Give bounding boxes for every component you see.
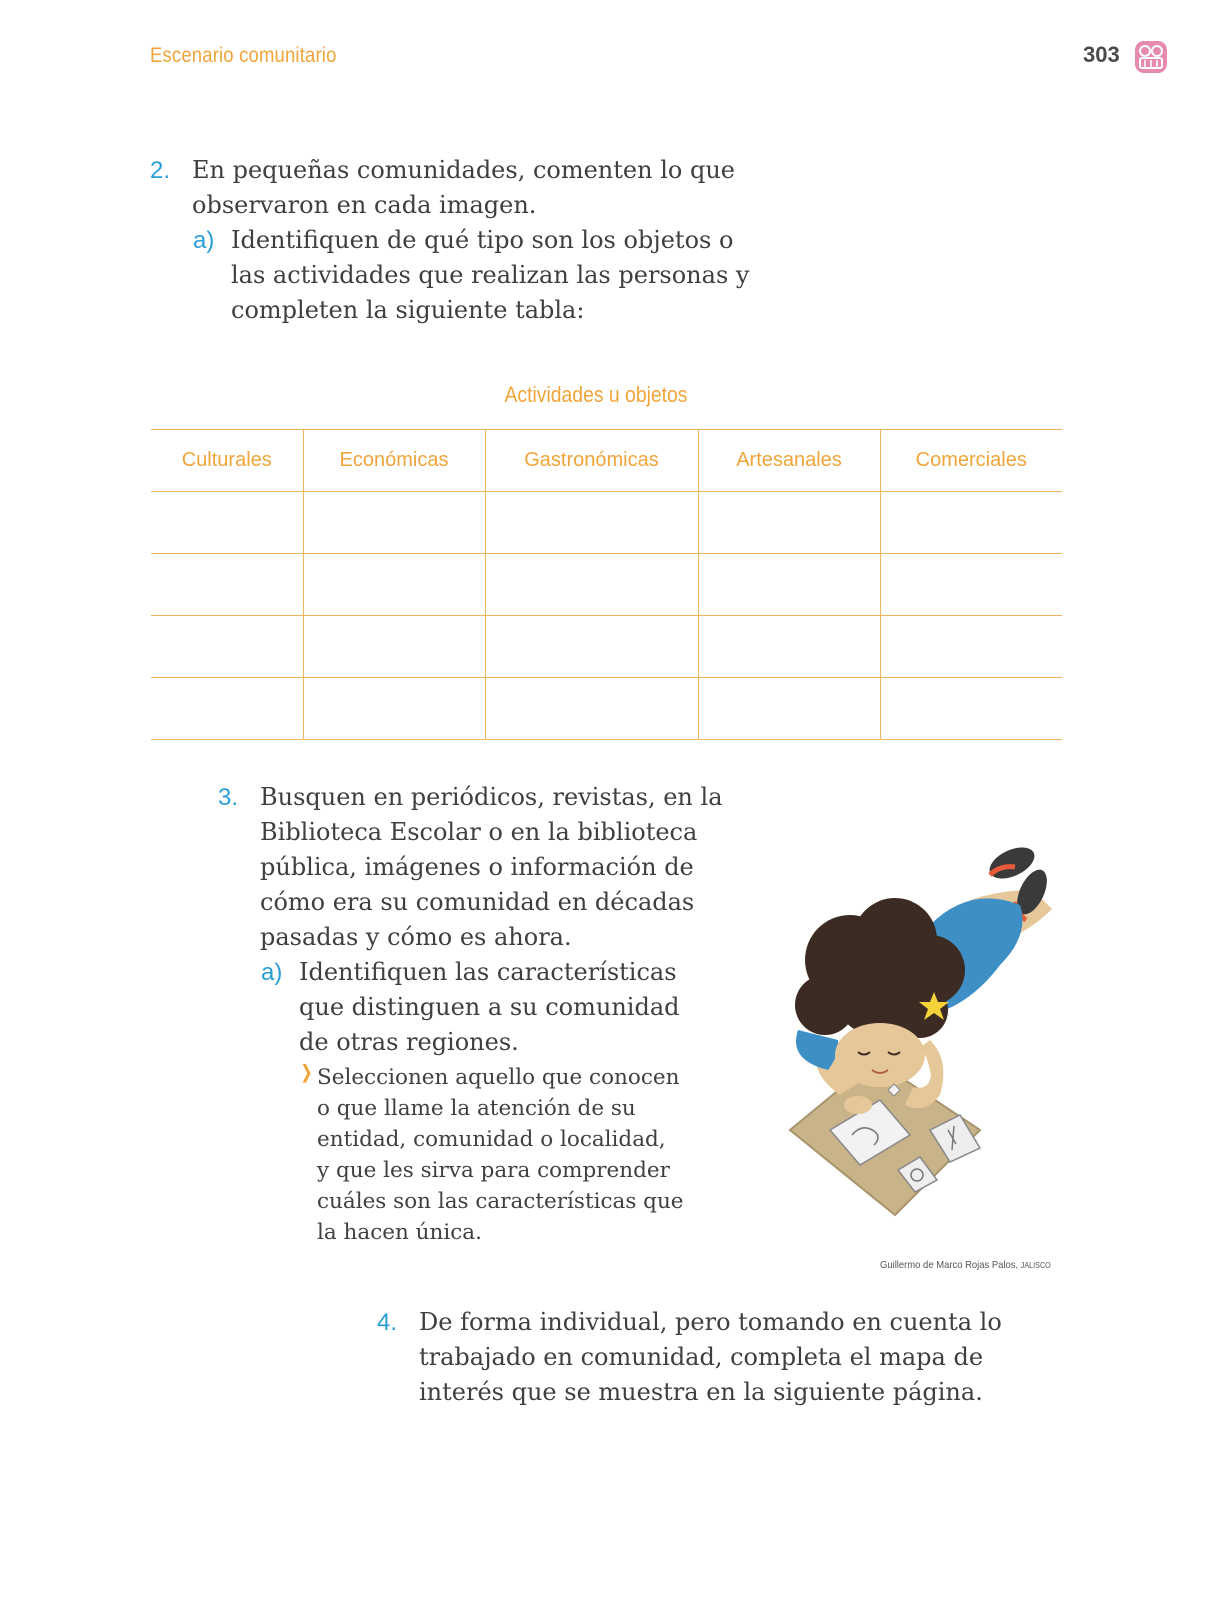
column-header-gastronomicas: Gastronómicas [485, 430, 698, 492]
table-cell[interactable] [485, 554, 698, 616]
table-cell[interactable] [303, 678, 485, 740]
table-cell[interactable] [303, 492, 485, 554]
table-cell[interactable] [698, 678, 880, 740]
column-header-economicas: Económicas [303, 430, 485, 492]
item-text-line: pasadas y cómo es ahora. [260, 923, 572, 951]
item-text-line: En pequeñas comunidades, comenten lo que [192, 156, 735, 184]
bullet-text-line: Seleccionen aquello que conocen [317, 1065, 680, 1090]
bullet-icon: ❭ [299, 1062, 315, 1082]
table-row [151, 492, 1062, 554]
item-text-line: Identifiquen las características [299, 958, 677, 986]
table-cell[interactable] [151, 492, 303, 554]
table-cell[interactable] [698, 554, 880, 616]
item-text-line: trabajado en comunidad, completa el mapa de [419, 1343, 984, 1371]
table-cell[interactable] [698, 492, 880, 554]
table-cell[interactable] [303, 616, 485, 678]
item-4 [377, 1305, 1057, 1410]
item-text-line: cómo era su comunidad en décadas [260, 888, 695, 916]
table-cell[interactable] [880, 678, 1062, 740]
bullet-text-line: entidad, comunidad o localidad, [317, 1127, 666, 1152]
item-3 [218, 780, 778, 1248]
item-number: 4. [377, 1309, 398, 1336]
table-cell[interactable] [698, 616, 880, 678]
item-2 [150, 153, 910, 328]
page-number: 303 [1083, 42, 1120, 67]
table-cell[interactable] [303, 554, 485, 616]
bullet-text-line: y que les sirva para comprender [317, 1158, 670, 1183]
subitem-label: a) [193, 227, 215, 254]
section-title: Escenario comunitario [150, 44, 337, 67]
item-number: 2. [150, 157, 171, 184]
credit-state: JALISCO [1020, 1261, 1051, 1270]
table-cell[interactable] [151, 554, 303, 616]
table-cell[interactable] [880, 554, 1062, 616]
item-text-line: las actividades que realizan las personas y [231, 261, 750, 289]
table-cell[interactable] [880, 492, 1062, 554]
table-title: Actividades u objetos [504, 382, 688, 407]
column-header-artesanales: Artesanales [698, 430, 880, 492]
item-text-line: completen la siguiente tabla: [231, 296, 585, 324]
item-text-line: Busquen en periódicos, revistas, en la [260, 783, 723, 811]
item-text-line: interés que se muestra en la siguiente página. [419, 1378, 983, 1406]
table-row [151, 554, 1062, 616]
child-reading-illustration [780, 830, 1080, 1250]
item-text-line: pública, imágenes o información de [260, 853, 694, 881]
bullet-text-line: cuáles son las características que [317, 1189, 684, 1214]
table-row [151, 678, 1062, 740]
aztec-glyph-icon [1134, 40, 1168, 74]
table-header-row [151, 430, 1062, 492]
item-text-line: Identifiquen de qué tipo son los objetos o [231, 226, 734, 254]
table-cell[interactable] [485, 492, 698, 554]
item-text-line: Biblioteca Escolar o en la biblioteca [260, 818, 698, 846]
item-text-line: observaron en cada imagen. [192, 191, 537, 219]
illustration-credit [880, 1259, 1051, 1271]
activities-table [151, 429, 1062, 740]
table-row [151, 616, 1062, 678]
subitem-label: a) [261, 959, 283, 986]
table-cell[interactable] [151, 616, 303, 678]
table-cell[interactable] [151, 678, 303, 740]
column-header-culturales: Culturales [151, 430, 303, 492]
table-cell[interactable] [880, 616, 1062, 678]
item-text-line: De forma individual, pero tomando en cuenta lo [419, 1308, 1002, 1336]
item-text-line: de otras regiones. [299, 1028, 519, 1056]
item-text-line: que distinguen a su comunidad [299, 993, 680, 1021]
table-cell[interactable] [485, 678, 698, 740]
item-number: 3. [218, 784, 239, 811]
column-header-comerciales: Comerciales [880, 430, 1062, 492]
bullet-text-line: la hacen única. [317, 1220, 482, 1245]
credit-name: Guillermo de Marco Rojas Palos, [880, 1259, 1019, 1271]
table-cell[interactable] [485, 616, 698, 678]
bullet-text-line: o que llame la atención de su [317, 1096, 636, 1121]
